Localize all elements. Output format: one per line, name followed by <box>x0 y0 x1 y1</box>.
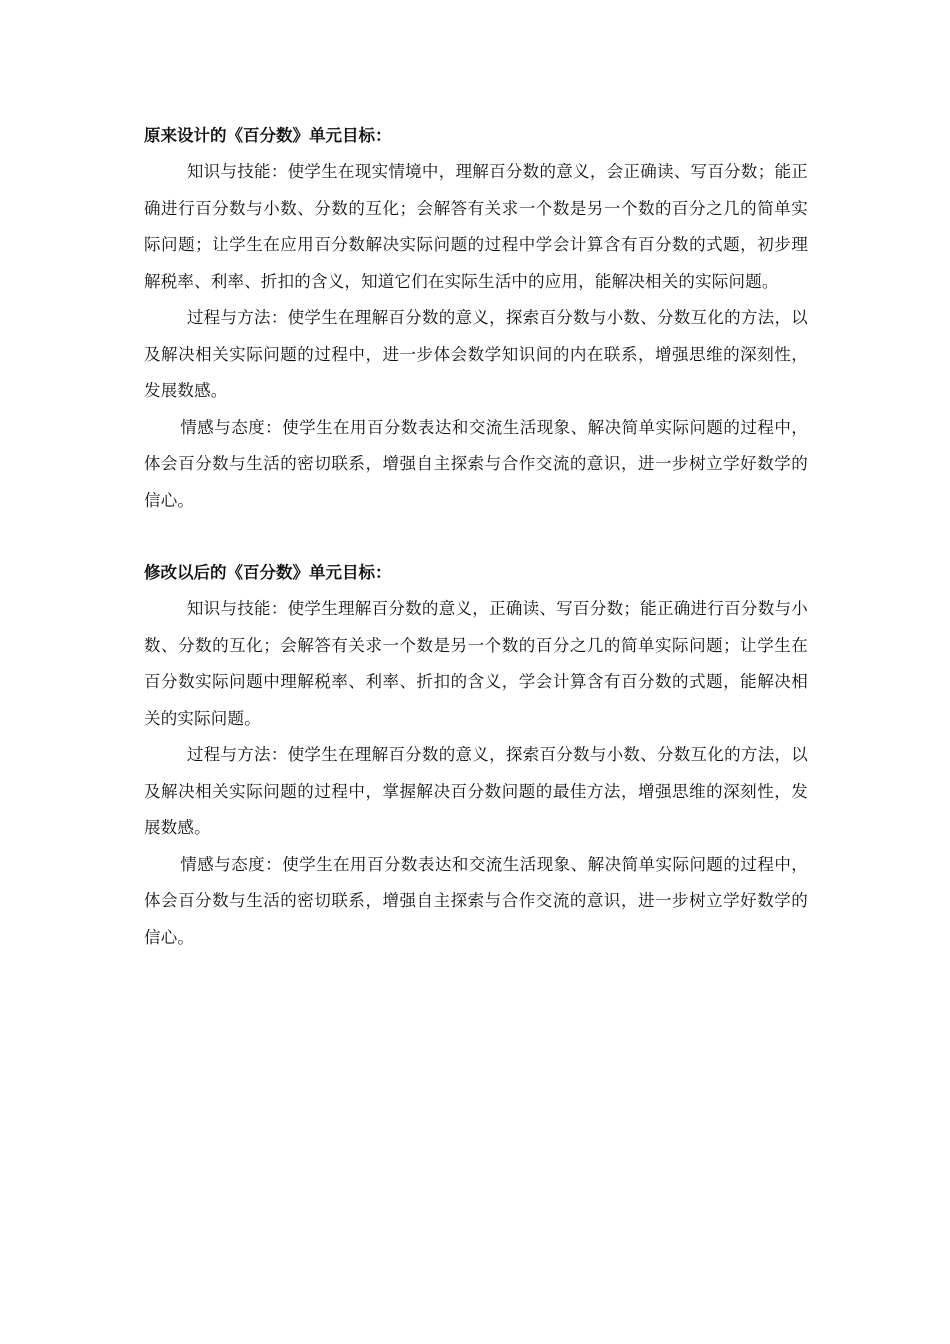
paragraph-process-methods: 过程与方法：使学生在理解百分数的意义，探索百分数与小数、分数互化的方法，以及解决相关实际问题的过程中，进一步体会数学知识间的内在联系，增强思维的深刻性，发展数感。 <box>144 308 808 400</box>
paragraph-knowledge-skills: 知识与技能：使学生理解百分数的意义，正确读、写百分数；能正确进行百分数与小数、分数的互化；会解答有关求一个数是另一个数的百分之几的简单实际问题；让学生在百分数实际问题中理解税率、利率、折扣的含义，学会计算含有百分数的式题，能解决相关的实际问题。 <box>144 599 808 728</box>
section-original-goals <box>144 118 808 519</box>
paragraph-process-methods: 过程与方法：使学生在理解百分数的意义，探索百分数与小数、分数互化的方法，以及解决相关实际问题的过程中，掌握解决百分数问题的最佳方法，增强思维的深刻性，发展数感。 <box>144 745 808 837</box>
section-revised-goals <box>144 555 808 956</box>
section-title-original: 原来设计的《百分数》单元目标： <box>144 126 392 145</box>
section-title-revised: 修改以后的《百分数》单元目标： <box>144 563 392 582</box>
paragraph-emotion-attitude: 情感与态度：使学生在用百分数表达和交流生活现象、解决简单实际问题的过程中，体会百分数与生活的密切联系，增强自主探索与合作交流的意识，进一步树立学好数学的信心。 <box>144 417 808 510</box>
paragraph-knowledge-skills: 知识与技能：使学生在现实情境中，理解百分数的意义，会正确读、写百分数；能正确进行百分数与小数、分数的互化；会解答有关求一个数是另一个数的百分之几的简单实际问题；让学生在应用百分数解决实际问题的过程中学会计算含有百分数的式题，初步理解税率、利率、折扣的含义，知道它们在实际生活中的应用，能解决相关的实际问题。 <box>144 162 808 291</box>
document-page <box>144 118 808 956</box>
paragraph-emotion-attitude: 情感与态度：使学生在用百分数表达和交流生活现象、解决简单实际问题的过程中，体会百分数与生活的密切联系，增强自主探索与合作交流的意识，进一步树立学好数学的信心。 <box>144 854 808 947</box>
